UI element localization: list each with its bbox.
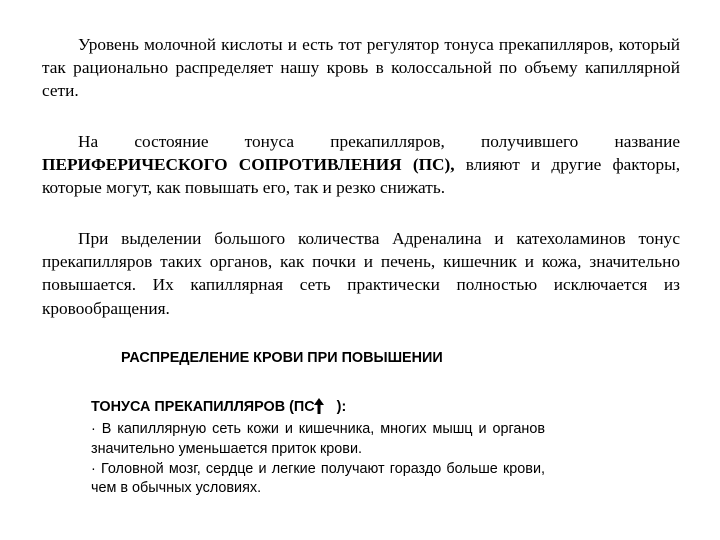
paragraph-1-text: Уровень молочной кислоты и есть тот регулятор тонуса прекапилляров, который так рационально распределяет нашу кровь в колоссальной по объему капиллярной сети. <box>42 35 680 101</box>
list-item: · Головной мозг, сердце и легкие получают гораздо больше крови, чем в обычных условиях. <box>91 460 545 497</box>
heading-2-after: ): <box>336 399 347 415</box>
list-item: · В капиллярную сеть кожи и кишечника, многих мышц и органов значительно уменьшается приток крови. <box>91 421 545 457</box>
paragraph-lactic-acid <box>42 33 680 103</box>
paragraph-2-rest: влияют и другие факторы, которые могут, как повышать его, так и резко снижать. <box>42 155 681 198</box>
heading-2-before: ТОНУСА ПРЕКАПИЛЛЯРОВ (ПС <box>91 399 315 415</box>
up-arrow-icon <box>314 398 324 414</box>
paragraph-adrenaline <box>42 227 680 320</box>
section-heading-line-2 <box>91 398 346 415</box>
peripheral-resistance-term: ПЕРИФЕРИЧЕСКОГО СОПРОТИВЛЕНИЯ (ПС), <box>42 155 455 175</box>
section-heading-line-1: РАСПРЕДЕЛЕНИЕ КРОВИ ПРИ ПОВЫШЕНИИ <box>121 350 443 366</box>
paragraph-2-intro: На состояние тонуса прекапилляров, получившего название <box>78 132 680 151</box>
paragraph-peripheral-resistance <box>42 130 680 200</box>
paragraph-3-text: При выделении большого количества Адреналина и катехоламинов тонус прекапилляров таких органов, как почки и печень, кишечник и кожа, значительно повышается. Их капиллярная сеть практически полностью исключается из кровообращения. <box>42 229 680 318</box>
bullet-list <box>91 420 545 499</box>
